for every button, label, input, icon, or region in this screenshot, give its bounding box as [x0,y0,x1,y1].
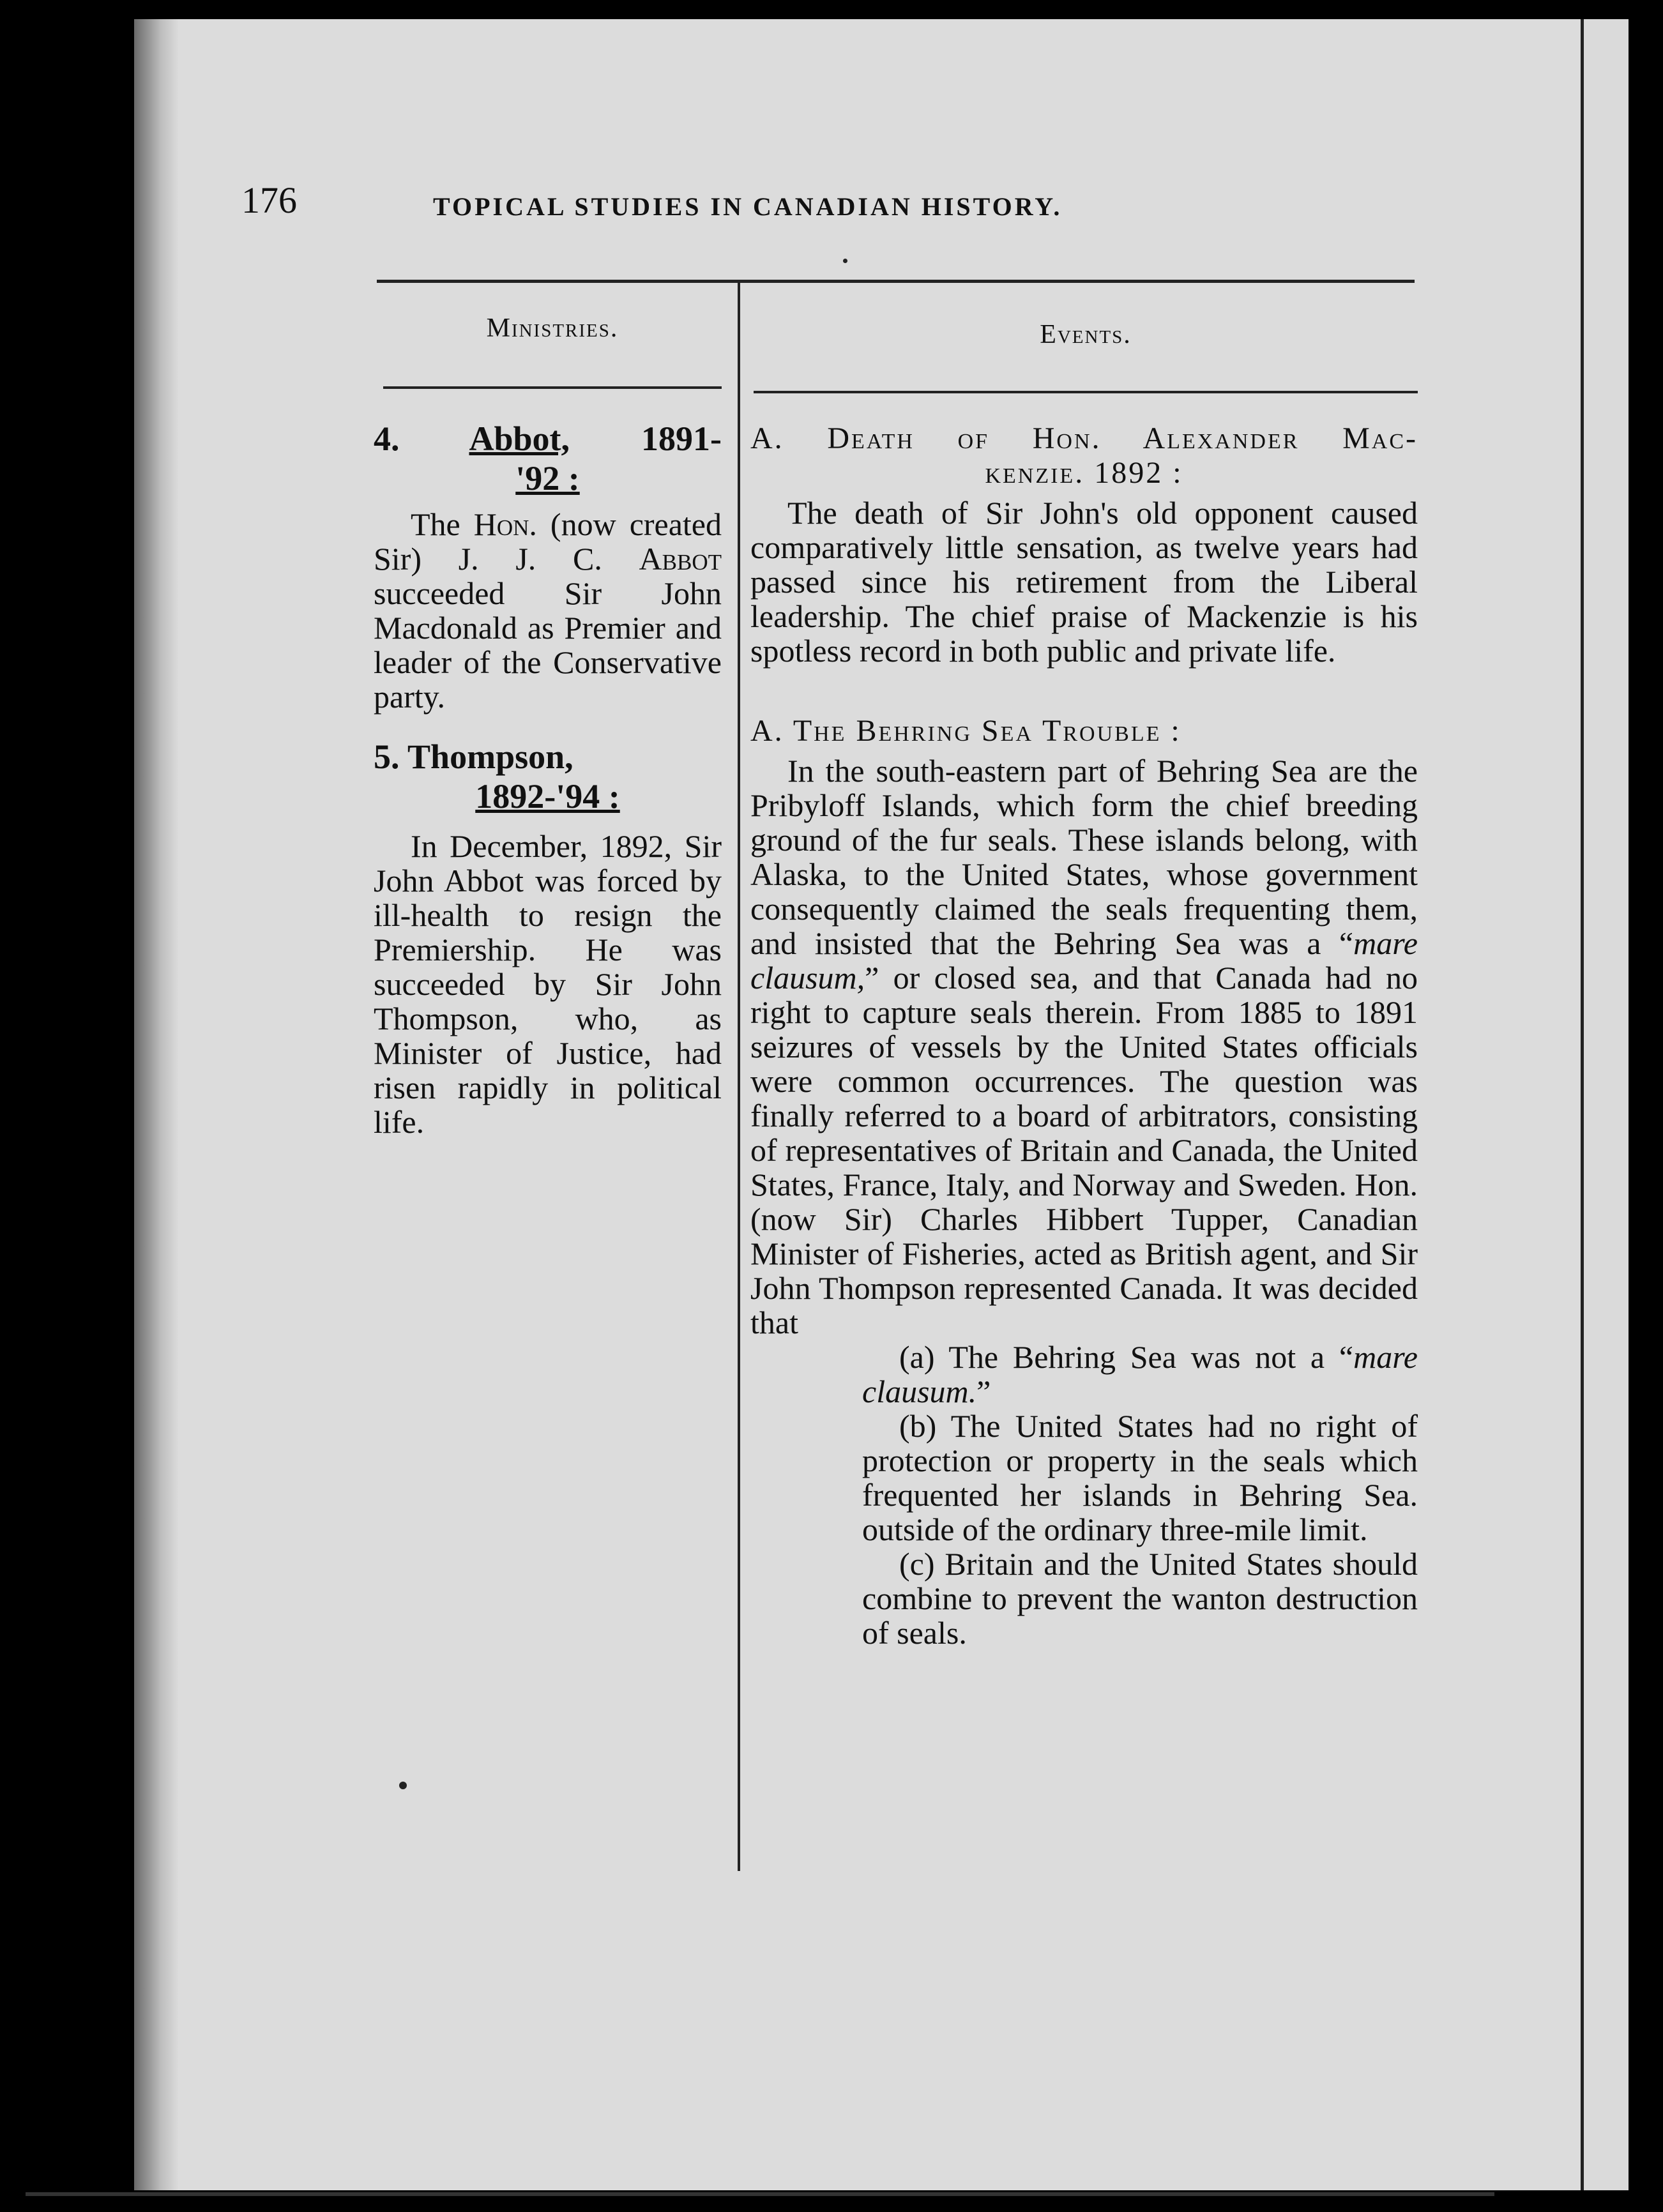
latin-phrase: mare clausum, [750,925,1418,996]
ministry-name: Thompson, [407,738,573,776]
ministries-heading: Ministries. [486,314,619,343]
ministry-years-start: 1891- [641,420,722,458]
text-part: Britain and the United States should combine to prevent the wanton destruction of seals. [862,1546,1418,1651]
scan-speck [843,259,847,263]
text-part: The Behring Sea was not a “ [934,1339,1354,1375]
event-text-mackenzie: The death of Sir John's old opponent caused comparatively little sensation, as twelve years had passed since his retirement from the Liberal leadership. The chief praise of Mackenzie is his spotless record in both public and private life. [750,495,1418,669]
ministry-text-abbot [374,507,722,714]
ministries-column [374,421,722,1139]
events-heading: Events. [1040,320,1132,349]
text-part: The [411,506,474,542]
decisions-list [862,1340,1418,1650]
text-part: Abbot [639,541,722,577]
page-number: 176 [241,179,297,221]
column-divider [738,281,740,1871]
decision-b [862,1409,1418,1547]
event-heading-mackenzie [750,421,1418,456]
text-part: The United States had no right of protection or property in the seals which frequented her islands in Behring Sea. outside of the ordinary three-mile limit. [862,1408,1418,1547]
binding-shadow [134,19,179,2190]
left-heading-rule [383,386,722,389]
latin-phrase: mare clausum. [862,1339,1418,1409]
event-letter: A. [750,714,784,748]
text-part: (now created Sir) J. J. C. [374,506,722,577]
top-rule [377,280,1415,283]
events-column [750,421,1418,1650]
text-part: succeeded Sir John Macdonald as Premier and leader of the Conservative party. [374,575,722,715]
event-text-behring [750,754,1418,1340]
event-heading-line1: Death of Hon. Alexander Mac- [827,421,1418,455]
ministry-number: 4. [374,420,400,458]
event-heading-behring [750,714,1418,748]
ministry-heading-abbot [374,421,722,456]
scan-speck [399,1782,407,1789]
text-part: ” [976,1374,991,1409]
page-bottom-edge [26,2192,1494,2196]
ministry-heading-thompson [374,739,722,774]
text-part: ” or closed sea, and that Canada had no right to capture seals therein. From 1885 to 1891 seizures of vessels by the United States officials were common occurrences. The question was finally referred to a board of arbitrators, consisting of representatives of Britain and Canada, the United States, France, Italy, and Norway and Sweden. Hon. (now Sir) Charles Hibbert Tupper, Canadian Minister of Fisheries, acted as British agent, and Sir John Thompson represented Canada. It was decided that [750,960,1418,1340]
decision-a [862,1340,1418,1409]
ministry-text-thompson: In December, 1892, Sir John Abbot was forced by ill-health to resign the Premiership. He was succeeded by Sir John Thompson, who, as Minister of Justice, had risen rapidly in political life. [374,828,722,1140]
event-heading-text: The Behring Sea Trouble : [793,714,1181,748]
event-heading-line2: kenzie. 1892 : [985,456,1183,490]
event-letter: A. [750,421,784,455]
text-part: Hon. [473,506,537,542]
ministry-name: Abbot, [469,420,570,458]
text-part: In the south-eastern part of Behring Sea are the Pribyloff Islands, which form the chief breeding ground of the fur seals. These islands belong, with Alaska, to the United States, whose government consequently claimed the seals frequenting them, and insisted that the Behring Sea was a “ [750,753,1418,961]
decision-label: (b) [899,1408,937,1444]
page-header [241,179,1263,236]
ministry-years: 1892-'94 : [475,777,620,815]
next-page-edge [1581,19,1629,2190]
ministry-number: 5. [374,738,400,776]
ministry-years-end: '92 : [515,459,580,497]
decision-c [862,1547,1418,1650]
decision-label: (a) [899,1339,935,1375]
decision-label: (c) [899,1546,935,1582]
running-title: TOPICAL STUDIES IN CANADIAN HISTORY. [433,192,1063,221]
right-heading-rule [754,391,1418,393]
